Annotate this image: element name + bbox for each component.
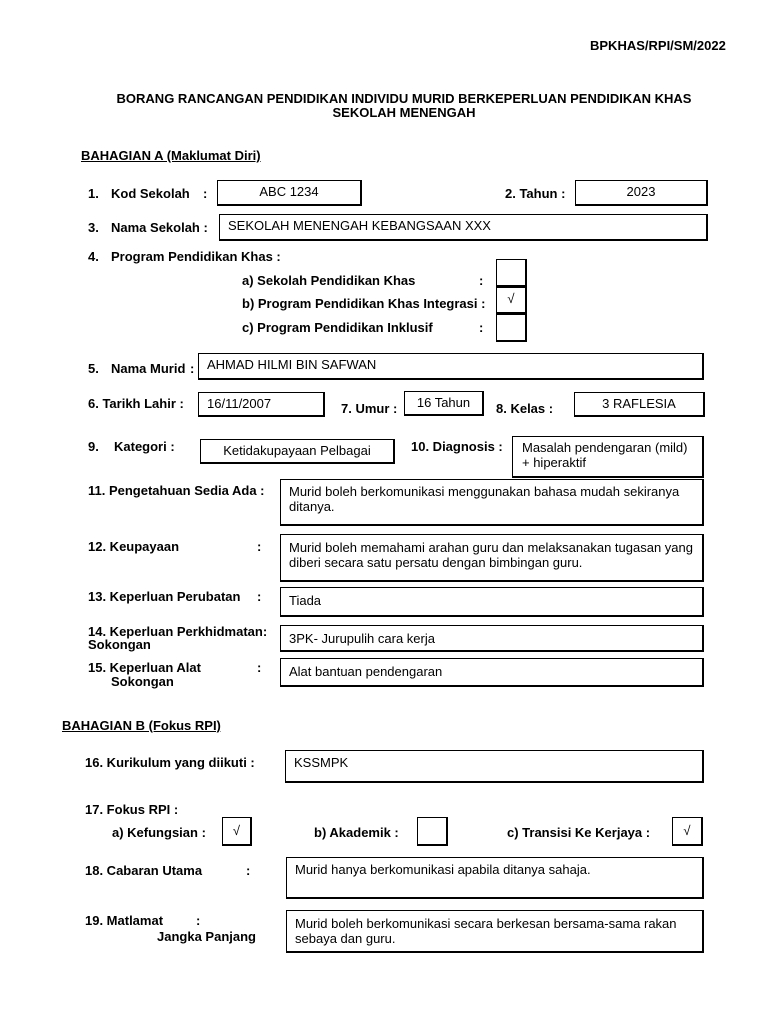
q17b-label: b) Akademik : <box>314 825 399 840</box>
q12-label: 12. Keupayaan <box>88 539 180 554</box>
form-title-line-2: SEKOLAH MENENGAH <box>332 105 476 120</box>
q5-colon: : <box>190 361 195 376</box>
q4-option-c-label: c) Program Pendidikan Inklusif <box>242 320 433 335</box>
kelas-field[interactable]: 3 RAFLESIA <box>574 392 705 417</box>
kategori-field[interactable]: Ketidakupayaan Pelbagai <box>200 439 395 464</box>
q4-option-c-checkbox[interactable] <box>496 314 527 342</box>
q11-label: 11. Pengetahuan Sedia Ada : <box>88 483 265 498</box>
q2-label: 2. Tahun : <box>505 186 566 201</box>
q14-label-line-2: Sokongan <box>88 637 151 652</box>
q17a-label: a) Kefungsian : <box>112 825 206 840</box>
tarikh-lahir-field[interactable]: 16/11/2007 <box>198 392 325 417</box>
q19-colon: : <box>196 913 201 928</box>
q16-label: 16. Kurikulum yang diikuti : <box>85 755 255 770</box>
section-a-heading: BAHAGIAN A (Maklumat Diri) <box>81 148 261 163</box>
q15-label-line-1: 15. Keperluan Alat <box>88 660 201 675</box>
diagnosis-field[interactable]: Masalah pendengaran (mild) + hiperaktif <box>512 436 704 478</box>
umur-field[interactable]: 16 Tahun <box>404 391 484 416</box>
keupayaan-field[interactable]: Murid boleh memahami arahan guru dan melaksanakan tugasan yang diberi secara satu persatu dengan bimbingan guru. <box>280 534 704 582</box>
q1-colon: : <box>203 186 208 201</box>
q4-option-b-checkbox[interactable]: √ <box>496 287 527 314</box>
q13-colon: : <box>257 589 262 604</box>
akademik-checkbox[interactable] <box>417 817 448 846</box>
q8-label: 8. Kelas : <box>496 401 554 416</box>
q3-label: Nama Sekolah : <box>111 220 208 235</box>
matlamat-jangka-panjang-field[interactable]: Murid boleh berkomunikasi secara berkesan bersama-sama rakan sebaya dan guru. <box>286 910 704 953</box>
q4-option-c-colon: : <box>479 320 484 335</box>
q14-label-line-1: 14. Keperluan Perkhidmatan: <box>88 624 268 639</box>
q19-label-line-2: Jangka Panjang <box>157 929 256 944</box>
form-code: BPKHAS/RPI/SM/2022 <box>590 38 726 53</box>
q4-option-a-checkbox[interactable] <box>496 259 527 287</box>
q9-number: 9. <box>88 439 99 454</box>
q1-number: 1. <box>88 186 99 201</box>
q4-option-b-label: b) Program Pendidikan Khas Integrasi : <box>242 296 486 311</box>
nama-murid-field[interactable]: AHMAD HILMI BIN SAFWAN <box>198 353 704 380</box>
q4-option-a-colon: : <box>479 273 484 288</box>
q5-label: Nama Murid <box>111 361 186 376</box>
pengetahuan-sedia-ada-field[interactable]: Murid boleh berkomunikasi menggunakan bahasa mudah sekiranya ditanya. <box>280 479 704 526</box>
q4-number: 4. <box>88 249 99 264</box>
q17-label: 17. Fokus RPI : <box>85 802 179 817</box>
q19-label-line-1: 19. Matlamat <box>85 913 164 928</box>
kefungsian-checkbox[interactable]: √ <box>222 817 252 846</box>
q15-colon: : <box>257 660 262 675</box>
form-title-line-1: BORANG RANCANGAN PENDIDIKAN INDIVIDU MURID BERKEPERLUAN PENDIDIKAN KHAS <box>116 91 692 106</box>
q9-label: Kategori : <box>114 439 175 454</box>
kod-sekolah-field[interactable]: ABC 1234 <box>217 180 362 206</box>
transisi-kerjaya-checkbox[interactable]: √ <box>672 817 703 846</box>
q5-number: 5. <box>88 361 99 376</box>
q6-label: 6. Tarikh Lahir : <box>88 396 184 411</box>
q17c-label: c) Transisi Ke Kerjaya : <box>507 825 651 840</box>
q15-label-line-2: Sokongan <box>111 674 174 689</box>
keperluan-perubatan-field[interactable]: Tiada <box>280 587 704 617</box>
q18-label: 18. Cabaran Utama <box>85 863 203 878</box>
q13-label: 13. Keperluan Perubatan <box>88 589 241 604</box>
q3-number: 3. <box>88 220 99 235</box>
section-b-heading: BAHAGIAN B (Fokus RPI) <box>62 718 221 733</box>
q12-colon: : <box>257 539 262 554</box>
cabaran-utama-field[interactable]: Murid hanya berkomunikasi apabila ditanya sahaja. <box>286 857 704 899</box>
tahun-field[interactable]: 2023 <box>575 180 708 206</box>
q4-option-a-label: a) Sekolah Pendidikan Khas <box>242 273 416 288</box>
q7-label: 7. Umur : <box>341 401 398 416</box>
kurikulum-field[interactable]: KSSMPK <box>285 750 704 783</box>
q18-colon: : <box>246 863 251 878</box>
keperluan-perkhidmatan-field[interactable]: 3PK- Jurupulih cara kerja <box>280 625 704 652</box>
nama-sekolah-field[interactable]: SEKOLAH MENENGAH KEBANGSAAN XXX <box>219 214 708 241</box>
q10-label: 10. Diagnosis : <box>411 439 503 454</box>
keperluan-alat-field[interactable]: Alat bantuan pendengaran <box>280 658 704 687</box>
q4-label: Program Pendidikan Khas : <box>111 249 281 264</box>
q1-label: Kod Sekolah <box>111 186 190 201</box>
